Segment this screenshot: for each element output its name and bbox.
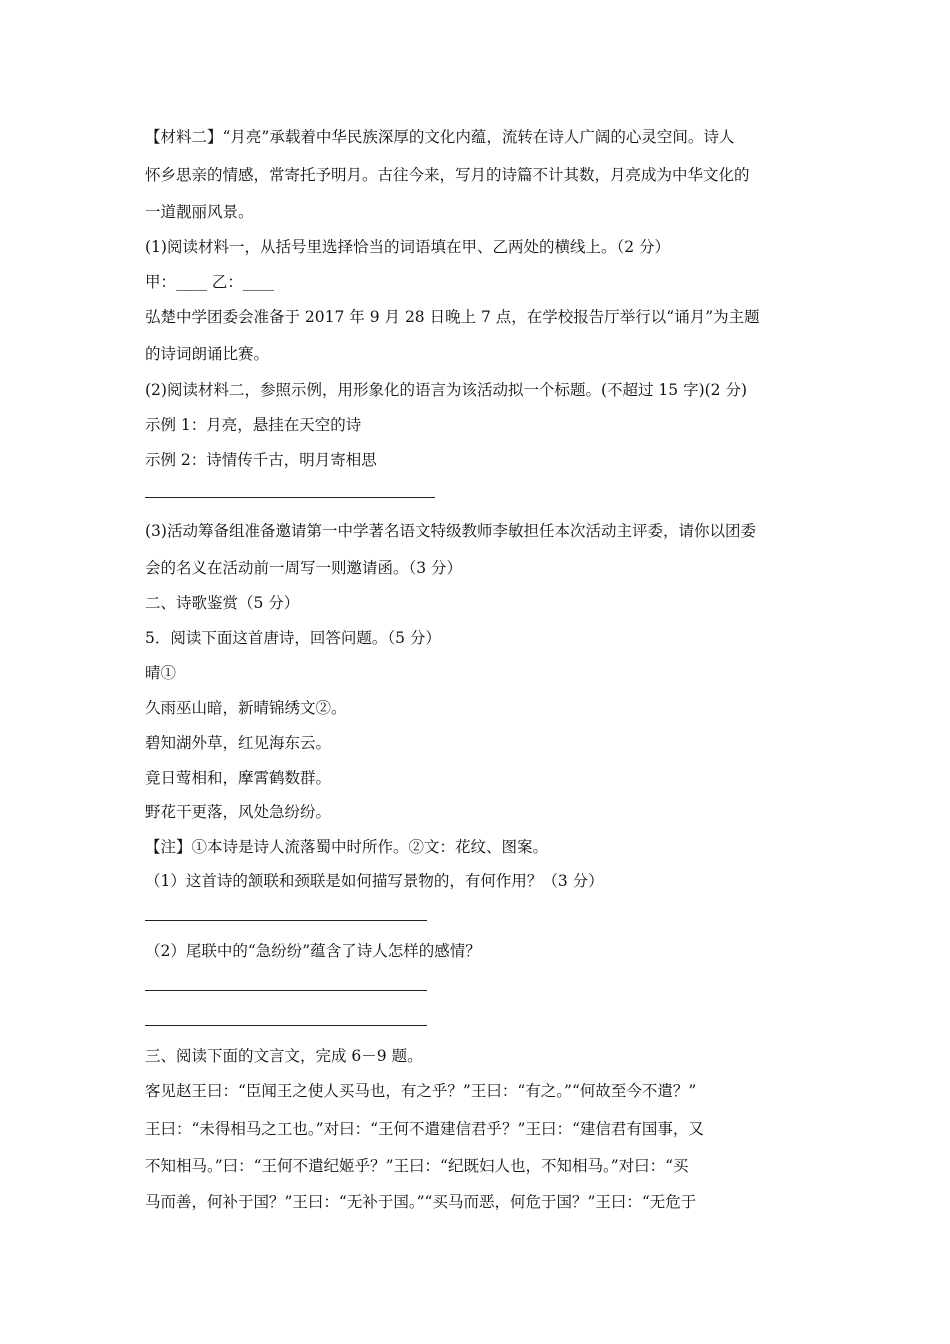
- question-2-example-1: 示例 1：月亮，悬挂在天空的诗: [145, 416, 362, 434]
- poem-note: 【注】①本诗是诗人流落蜀中时所作。②文：花纹、图案。: [145, 838, 549, 856]
- answer-line-q5-1: [145, 920, 427, 921]
- question-3-line-1: (3)活动筹备组准备邀请第一中学著名语文特级教师李敏担任本次活动主评委，请你以团委: [145, 522, 756, 540]
- section-3-title: 三、阅读下面的文言文，完成 6－9 题。: [145, 1047, 423, 1065]
- material2-line-2: 怀乡思亲的情感，常寄托予明月。古往今来，写月的诗篇不计其数，月亮成为中华文化的: [145, 166, 750, 184]
- material2-line-1: 【材料二】“月亮”承载着中华民族深厚的文化内蕴，流转在诗人广阔的心灵空间。诗人: [145, 128, 735, 146]
- poem-line-3: 竟日莺相和，摩霄鹤数群。: [145, 769, 332, 787]
- question-5-sub-1: （1）这首诗的颔联和颈联是如何描写景物的，有何作用？（3 分）: [145, 872, 604, 890]
- context-line-1: 弘楚中学团委会准备于 2017 年 9 月 28 日晚上 7 点，在学校报告厅举行以“诵月”为主题: [145, 308, 760, 326]
- classical-text-line-4: 马而善，何补于国？”王曰：“无补于国。”“买马而恶，何危于国？”王曰：“无危于: [145, 1193, 697, 1211]
- classical-text-line-3: 不知相马。”曰：“王何不遣纪姬乎？”王曰：“纪既妇人也，不知相马。”对曰：“买: [145, 1157, 689, 1175]
- material2-line-3: 一道靓丽风景。: [145, 203, 254, 221]
- answer-line-q2: [145, 497, 435, 498]
- answer-line-q5-2b: [145, 1025, 427, 1026]
- section-2-title: 二、诗歌鉴赏（5 分）: [145, 594, 300, 612]
- poem-title: 晴①: [145, 664, 177, 682]
- question-3-line-2: 会的名义在活动前一周写一则邀请函。（3 分）: [145, 559, 463, 577]
- question-5-sub-2: （2）尾联中的“急纷纷”蕴含了诗人怎样的感情？: [145, 942, 481, 960]
- poem-line-1: 久雨巫山暗，新晴锦绣文②。: [145, 699, 347, 717]
- poem-line-2: 碧知湖外草，红见海东云。: [145, 734, 332, 752]
- poem-line-4: 野花干更落，风处急纷纷。: [145, 803, 332, 821]
- classical-text-line-1: 客见赵王曰：“臣闻王之使人买马也，有之乎？”王曰：“有之。”“何故至今不遣？”: [145, 1082, 697, 1100]
- question-1: (1)阅读材料一，从括号里选择恰当的词语填在甲、乙两处的横线上。（2 分）: [145, 238, 670, 256]
- question-2: (2)阅读材料二，参照示例，用形象化的语言为该活动拟一个标题。(不超过 15 字)(2 分): [145, 381, 748, 399]
- question-2-example-2: 示例 2：诗情传千古，明月寄相思: [145, 451, 377, 469]
- context-line-2: 的诗词朗诵比赛。: [145, 345, 270, 363]
- question-5: 5．阅读下面这首唐诗，回答问题。（5 分）: [145, 629, 441, 647]
- question-1-answer-blanks: 甲：____ 乙：____: [145, 273, 274, 291]
- answer-line-q5-2a: [145, 990, 427, 991]
- classical-text-line-2: 王曰：“未得相马之工也。”对曰：“王何不遣建信君乎？”王曰：“建信君有国事，又: [145, 1120, 704, 1138]
